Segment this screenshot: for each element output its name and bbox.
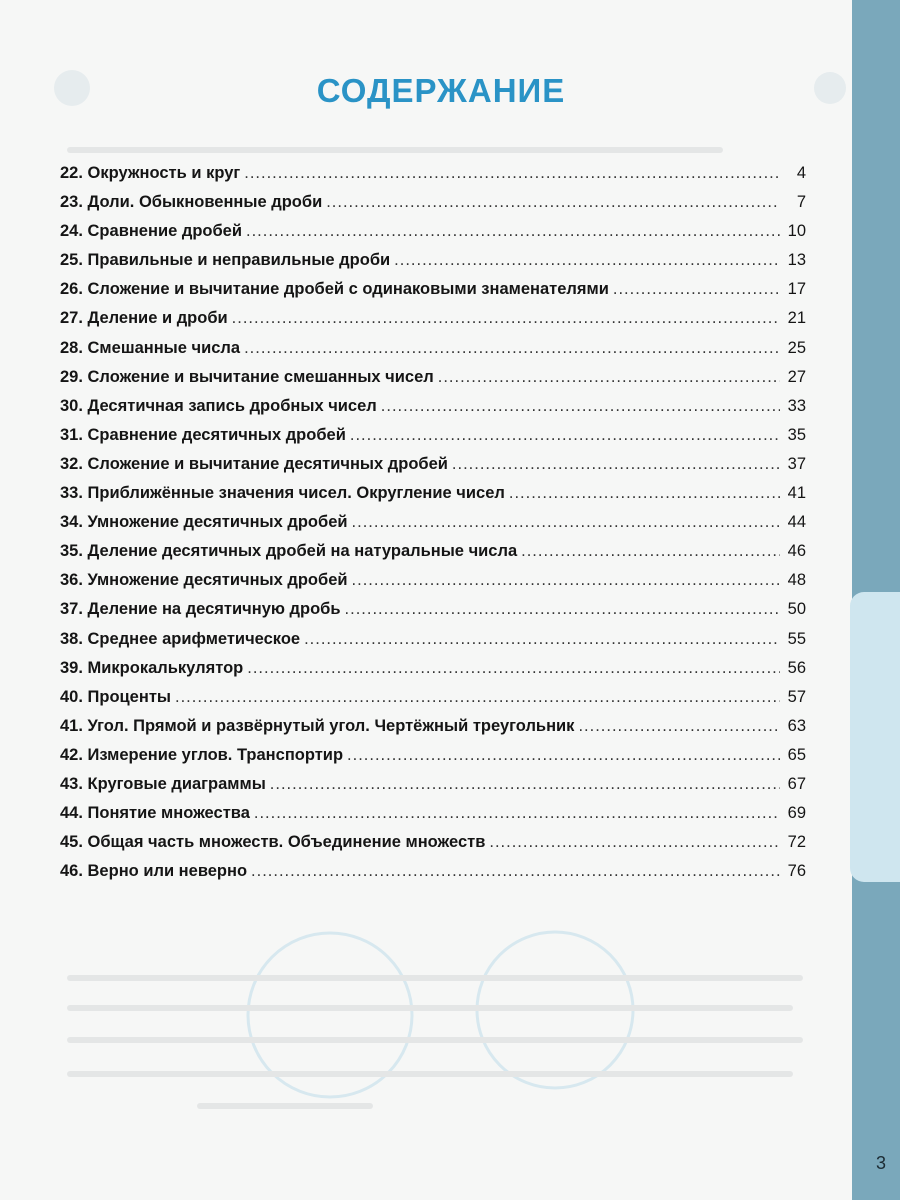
toc-dot-leader <box>381 397 780 416</box>
toc-dot-leader <box>350 426 780 445</box>
toc-entry-page: 4 <box>796 164 806 182</box>
toc-entry-title: 30. Десятичная запись дробных чисел <box>60 396 377 415</box>
toc-entry <box>60 804 806 833</box>
toc-entry-page: 50 <box>787 600 806 619</box>
toc-entry <box>60 542 806 571</box>
toc-entry-page: 27 <box>787 367 806 386</box>
toc-entry <box>60 251 806 280</box>
toc-dot-leader <box>251 862 780 881</box>
toc-dot-leader <box>304 630 780 649</box>
toc-entry-title: 24. Сравнение дробей <box>60 222 242 241</box>
toc-dot-leader <box>452 455 780 474</box>
toc-entry-title: 23. Доли. Обыкновенные дроби <box>60 193 323 212</box>
toc-entry <box>60 571 806 600</box>
toc-dot-leader <box>521 542 780 561</box>
toc-entry-title: 28. Смешанные числа <box>60 338 241 357</box>
toc-entry <box>60 862 806 891</box>
toc-entry <box>60 717 806 746</box>
toc-entry-title: 41. Угол. Прямой и развёрнутый угол. Чертёжный треугольник <box>60 716 575 735</box>
toc-entry-title: 45. Общая часть множеств. Объединение множеств <box>60 833 486 852</box>
toc-entry <box>60 426 806 455</box>
toc-entry-page: 13 <box>787 251 806 270</box>
toc-entry-page: 69 <box>787 804 806 823</box>
toc-dot-leader <box>613 280 780 299</box>
toc-entry-title: 37. Деление на десятичную дробь <box>60 600 341 619</box>
toc-entry-title: 31. Сравнение десятичных дробей <box>60 425 346 444</box>
toc-entry-page: 56 <box>787 658 806 677</box>
toc-entry-page: 55 <box>787 629 806 648</box>
toc-entry-title: 25. Правильные и неправильные дроби <box>60 251 391 270</box>
toc-entry-page: 10 <box>787 222 806 241</box>
toc-entry-page: 72 <box>787 833 806 852</box>
toc-entry-title: 32. Сложение и вычитание десятичных дробей <box>60 454 448 473</box>
toc-entry-title: 43. Круговые диаграммы <box>60 774 266 793</box>
toc-entry-title: 40. Проценты <box>60 687 171 706</box>
toc-entry-page: 48 <box>787 571 806 590</box>
toc-entry-page: 21 <box>787 309 806 328</box>
toc-entry <box>60 513 806 542</box>
table-of-contents <box>60 164 806 891</box>
toc-entry <box>60 484 806 513</box>
toc-entry-page: 7 <box>796 193 806 212</box>
toc-entry-title: 38. Среднее арифметическое <box>60 629 301 648</box>
toc-entry-page: 37 <box>787 454 806 473</box>
toc-dot-leader <box>326 193 780 212</box>
toc-dot-leader <box>509 484 780 503</box>
toc-entry-page: 57 <box>787 687 806 706</box>
toc-dot-leader <box>345 600 780 619</box>
toc-dot-leader <box>175 688 780 707</box>
toc-dot-leader <box>246 222 780 241</box>
toc-entry <box>60 775 806 804</box>
toc-entry-page: 35 <box>787 425 806 444</box>
toc-entry-title: 27. Деление и дроби <box>60 309 228 328</box>
toc-entry <box>60 688 806 717</box>
toc-entry <box>60 164 806 193</box>
toc-entry-page: 44 <box>787 513 806 532</box>
toc-dot-leader <box>489 833 780 852</box>
toc-entry-page: 76 <box>787 862 806 881</box>
toc-entry <box>60 339 806 368</box>
toc-dot-leader <box>244 339 780 358</box>
toc-entry-page: 41 <box>787 484 806 503</box>
toc-entry-title: 33. Приближённые значения чисел. Округление чисел <box>60 484 505 503</box>
toc-dot-leader <box>270 775 780 794</box>
page-edge-tab <box>850 592 900 882</box>
toc-entry <box>60 833 806 862</box>
toc-entry <box>60 280 806 309</box>
toc-entry-title: 35. Деление десятичных дробей на натуральные числа <box>60 542 518 561</box>
toc-entry <box>60 600 806 629</box>
toc-entry-title: 22. Окружность и круг <box>60 164 241 182</box>
toc-entry-title: 29. Сложение и вычитание смешанных чисел <box>60 367 434 386</box>
toc-entry-title: 39. Микрокалькулятор <box>60 658 244 677</box>
toc-entry-title: 26. Сложение и вычитание дробей с одинаковыми знаменателями <box>60 280 609 299</box>
toc-dot-leader <box>247 659 780 678</box>
toc-entry <box>60 368 806 397</box>
toc-entry-page: 65 <box>787 745 806 764</box>
toc-entry-title: 46. Верно или неверно <box>60 862 248 881</box>
toc-dot-leader <box>438 368 780 387</box>
toc-dot-leader <box>232 309 780 328</box>
toc-dot-leader <box>352 571 780 590</box>
toc-entry-title: 44. Понятие множества <box>60 804 250 823</box>
toc-dot-leader <box>578 717 780 736</box>
toc-entry <box>60 222 806 251</box>
toc-entry-page: 63 <box>787 716 806 735</box>
toc-dot-leader <box>254 804 780 823</box>
toc-entry <box>60 309 806 338</box>
toc-entry-title: 34. Умножение десятичных дробей <box>60 513 348 532</box>
toc-entry <box>60 746 806 775</box>
toc-dot-leader <box>244 164 780 183</box>
page-title: СОДЕРЖАНИЕ <box>316 72 566 109</box>
toc-entry <box>60 659 806 688</box>
toc-entry-page: 46 <box>787 542 806 561</box>
toc-entry <box>60 455 806 484</box>
toc-entry-page: 67 <box>787 774 806 793</box>
toc-entry-page: 25 <box>787 338 806 357</box>
toc-dot-leader <box>352 513 780 532</box>
toc-entry-title: 42. Измерение углов. Транспортир <box>60 745 344 764</box>
toc-entry-page: 17 <box>787 280 806 299</box>
toc-dot-leader <box>394 251 780 270</box>
toc-dot-leader <box>347 746 780 765</box>
toc-entry <box>60 193 806 222</box>
page-number: 3 <box>875 1153 886 1173</box>
toc-entry <box>60 630 806 659</box>
toc-entry <box>60 397 806 426</box>
toc-entry-title: 36. Умножение десятичных дробей <box>60 571 348 590</box>
toc-entry-page: 33 <box>787 396 806 415</box>
